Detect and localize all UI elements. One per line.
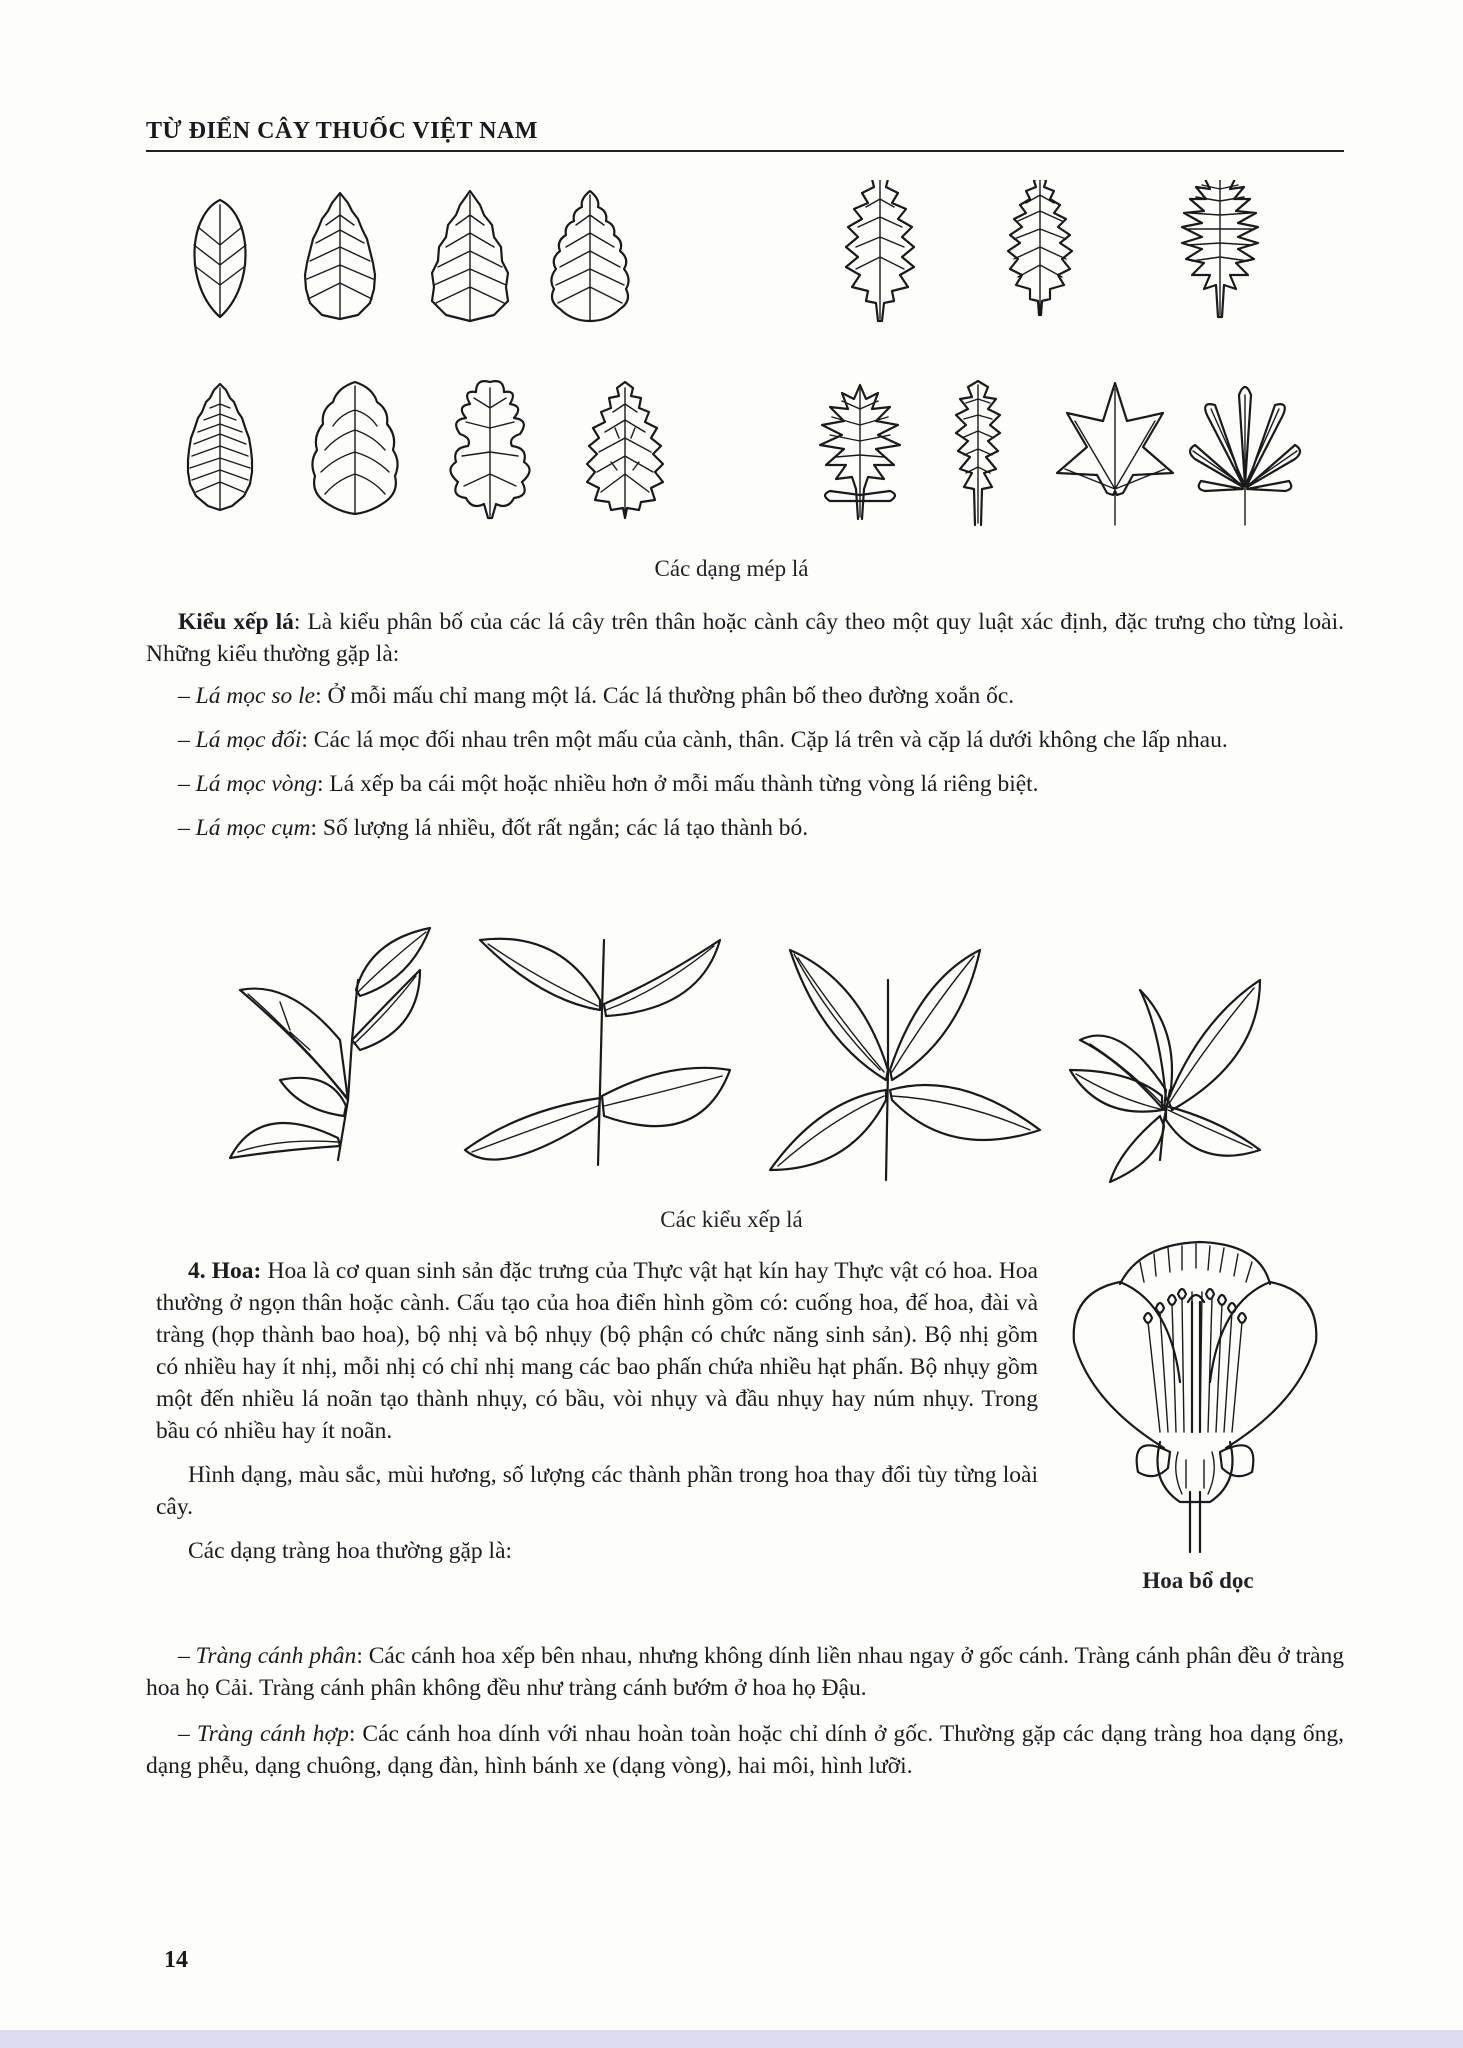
list-item: – Lá mọc cụm: Số lượng lá nhiều, đốt rất ngắn; các lá tạo thành bó. [178,815,809,841]
leaf-palmately-compound-drawing [1190,387,1300,525]
list-item-term: Lá mọc cụm [195,815,311,841]
header-rule [146,150,1344,152]
leaf-pinnatifid-drawing [1182,180,1258,317]
flower-heading: 4. Hoa: [188,1258,262,1284]
list-item: – Lá mọc vòng: Lá xếp ba cái một hoặc nhiều hơn ở mỗi mấu thành từng vòng lá riêng biệt. [178,771,1039,797]
leaf-sinuate-drawing [450,381,529,518]
leaf-undulate-drawing [312,382,397,514]
leaf-serrulate-drawing [1008,180,1072,315]
leaf-fine-serrate-drawing [188,384,252,510]
scan-edge-strip [0,2030,1463,2048]
list-item-text: : Số lượng lá nhiều, đốt rất ngắn; các lá tạo thành bó. [310,815,809,841]
leaf-arrangement-illustration [220,920,1280,1200]
leaf-serrate-drawing [305,193,375,319]
page-number: 14 [164,1947,188,1973]
fascicled-leaves-drawing [1070,980,1260,1182]
flower-paragraph [156,1255,1038,1447]
list-item-text: : Lá xếp ba cái một hoặc nhiều hơn ở mỗi mấu thành từng vòng lá riêng biệt. [317,771,1039,797]
leaf-margins-caption: Các dạng mép lá [654,556,809,581]
whorled-leaves-drawing [770,950,1040,1180]
leaf-margins-illustration [170,180,1330,530]
leaf-arrangement-caption: Các kiểu xếp lá [660,1207,803,1232]
leaf-dentate-drawing [432,191,508,321]
list-item-term: Lá mọc vòng [195,771,318,797]
leaf-arrangement-intro [146,606,1344,670]
list-item-term: Lá mọc so le [195,683,316,709]
list-item: – Lá mọc so le: Ở mỗi mấu chỉ mang một lá. Các lá thường phân bố theo đường xoắn ốc. [178,683,1015,709]
corolla-types-intro: Các dạng tràng hoa thường gặp là: [188,1538,513,1564]
flower-paragraph-text: Hoa là cơ quan sinh sản đặc trưng của Thực vật hạt kín hay Thực vật có hoa. Hoa thường ở ngọn thân hoặc cành. Cấu tạo của hoa điển hình gồm có: cuống hoa, đế hoa, đài và tràng (họp thành bao hoa), bộ nhị và bộ nhụy (bộ phận có chức năng sinh sản). Bộ nhị gồm có nhiều hay ít nhị, mỗi nhị có chỉ nhị mang các bao phấn chứa nhiều hạt phấn. Bộ nhụy gồm một đến nhiều lá noãn tạo thành nhụy, có bầu, vòi nhụy và đầu nhụy hay núm nhụy. Trong bầu có nhiều hay ít noãn. [156,1258,1038,1444]
list-item-term: Tràng cánh hợp [196,1721,349,1747]
leaf-palmately-lobed-drawing [1057,383,1173,525]
leaf-pinnately-lobed-drawing [820,385,900,519]
list-item: – Tràng cánh phân: Các cánh hoa xếp bên nhau, nhưng không dính liền nhau ngay ở gốc cánh. Tràng cánh phân đều ở tràng hoa họ Cải. Tràng cánh phân không đều như tràng cánh bướm ở hoa họ Đậu. [146,1643,1344,1701]
list-item-term: Tràng cánh phân [195,1643,357,1669]
list-item-text: : Các cánh hoa xếp bên nhau, nhưng không dính liền nhau ngay ở gốc cánh. Tràng cánh phân đều ở tràng hoa họ Cải. Tràng cánh phân không đều như tràng cánh bướm ở hoa họ Đậu. [146,1643,1344,1701]
flower-variation-paragraph: Hình dạng, màu sắc, mùi hương, số lượng các thành phần trong hoa thay đổi tùy từng loài cây. [156,1462,1038,1520]
leaf-crenate-drawing [551,191,628,321]
list-item-text: : Các lá mọc đối nhau trên một mấu của cành, thân. Cặp lá trên và cặp lá dưới không che lấp nhau. [301,727,1228,753]
alternate-leaves-drawing [230,928,430,1160]
leaf-doubly-serrate-drawing [846,180,914,321]
list-item: – Tràng cánh hợp: Các cánh hoa dính với nhau hoàn toàn hoặc chỉ dính ở gốc. Thường gặp các dạng tràng hoa dạng ống, dạng phễu, dạng chuông, dạng đàn, hình bánh xe (dạng vòng), hai môi, hình lưỡi. [146,1721,1345,1779]
leaf-arrangement-term: Kiểu xếp lá [178,609,294,635]
flower-section-caption: Hoa bổ dọc [1142,1568,1254,1593]
flower-section-intro [156,1255,1038,1567]
running-header: TỪ ĐIỂN CÂY THUỐC VIỆT NAM [146,118,538,144]
list-item-term: Lá mọc đối [195,727,302,753]
leaf-arrangement-section [146,606,1344,844]
corolla-types-section [146,1640,1344,1782]
list-item-text: : Các cánh hoa dính với nhau hoàn toàn hoặc chỉ dính ở gốc. Thường gặp các dạng tràng hoa dạng ống, dạng phễu, dạng chuông, dạng đàn, hình bánh xe (dạng vòng), hai môi, hình lưỡi. [146,1721,1345,1779]
leaf-erose-drawing [587,382,663,518]
flower-section-illustration [1060,1232,1340,1562]
opposite-leaves-drawing [465,939,730,1165]
leaf-arrangement-definition: : Là kiểu phân bố của các lá cây trên thân hoặc cành cây theo một quy luật xác định, đặc trưng cho từng loài. Những kiểu thường gặp là: [146,609,1344,667]
list-item: – Lá mọc đối: Các lá mọc đối nhau trên một mấu của cành, thân. Cặp lá trên và cặp lá dưới không che lấp nhau. [178,727,1228,753]
leaf-entire-drawing [194,200,246,317]
list-item-text: : Ở mỗi mấu chỉ mang một lá. Các lá thường phân bố theo đường xoắn ốc. [315,683,1015,709]
leaf-deeply-lobed-drawing [956,381,1000,525]
